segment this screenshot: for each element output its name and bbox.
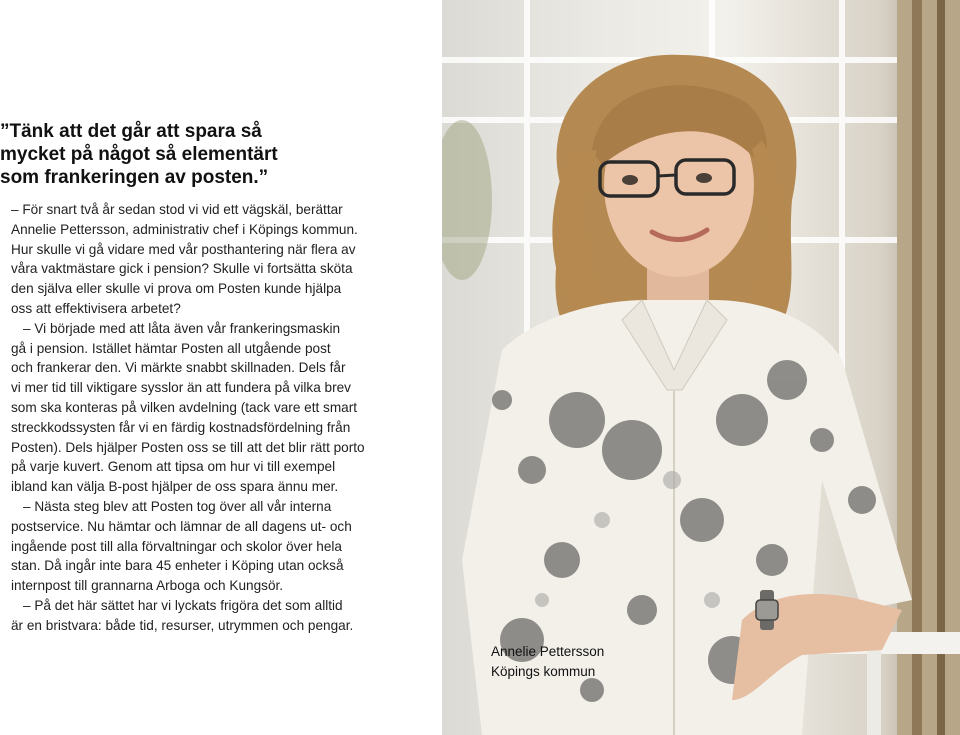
body-line: Hur skulle vi gå vidare med vår posthantering när flera av bbox=[11, 241, 356, 257]
body-line: stan. Då ingår inte bara 45 enheter i Köping utan också bbox=[11, 558, 344, 574]
body-line: ingående post till alla förvaltningar och skolor över hela bbox=[11, 538, 342, 554]
body-line: – För snart två år sedan stod vi vid ett vägskäl, berättar bbox=[11, 202, 343, 217]
portrait-illustration bbox=[442, 0, 960, 735]
body-line: och frankerar den. Vi märkte snabbt skillnaden. Dels får bbox=[11, 360, 346, 376]
pull-quote bbox=[0, 120, 430, 189]
body-line: – På det här sättet har vi lyckats frigöra det som alltid bbox=[23, 597, 343, 613]
body-line: – Nästa steg blev att Posten tog över all vår interna bbox=[23, 498, 332, 514]
quote-line: som frankeringen av posten.” bbox=[0, 167, 269, 188]
body-line: ibland kan välja B-post hjälper de oss spara ännu mer. bbox=[11, 479, 339, 495]
body-line: internpost till grannarna Arboga och Kungsör. bbox=[11, 578, 284, 594]
quote-line: mycket på något så elementärt bbox=[0, 144, 278, 165]
body-line: våra vaktmästare gick i pension? Skulle vi fortsätta sköta bbox=[11, 261, 353, 277]
quote-line: ”Tänk att det går att spara så bbox=[0, 121, 262, 142]
body-line: postservice. Nu hämtar och lämnar de all dagens ut- och bbox=[11, 518, 352, 534]
photo-caption bbox=[491, 642, 604, 682]
body-line: oss att effektivisera arbetet? bbox=[11, 300, 181, 316]
body-line: den själva eller skulle vi prova om Posten kunde hjälpa bbox=[11, 281, 342, 297]
body-line: Posten). Dels hjälper Posten oss se till att det blir rätt porto bbox=[11, 439, 365, 455]
body-line: gå i pension. Istället hämtar Posten all utgående post bbox=[11, 340, 331, 356]
body-line: är en bristvara: både tid, resurser, utrymmen och pengar. bbox=[11, 617, 354, 633]
body-line: streckkodssysten får vi en färdig kostnadsfördelning från bbox=[11, 419, 351, 435]
body-line: på varje kuvert. Genom att tipsa om hur vi till exempel bbox=[11, 459, 336, 475]
portrait-photo bbox=[442, 0, 960, 735]
body-line: – Vi började med att låta även vår frankeringsmaskin bbox=[23, 320, 341, 336]
caption-name: Annelie Pettersson bbox=[491, 644, 605, 659]
body-line: som ska konteras på vilken avdelning (tack vare ett smart bbox=[11, 399, 358, 415]
article-body bbox=[11, 200, 436, 636]
caption-org: Köpings kommun bbox=[491, 664, 596, 679]
body-line: vi mer tid till viktigare sysslor än att fundera på vilka brev bbox=[11, 380, 351, 396]
body-line: Annelie Pettersson, administrativ chef i Köpings kommun. bbox=[11, 221, 358, 237]
article-column bbox=[0, 0, 442, 735]
